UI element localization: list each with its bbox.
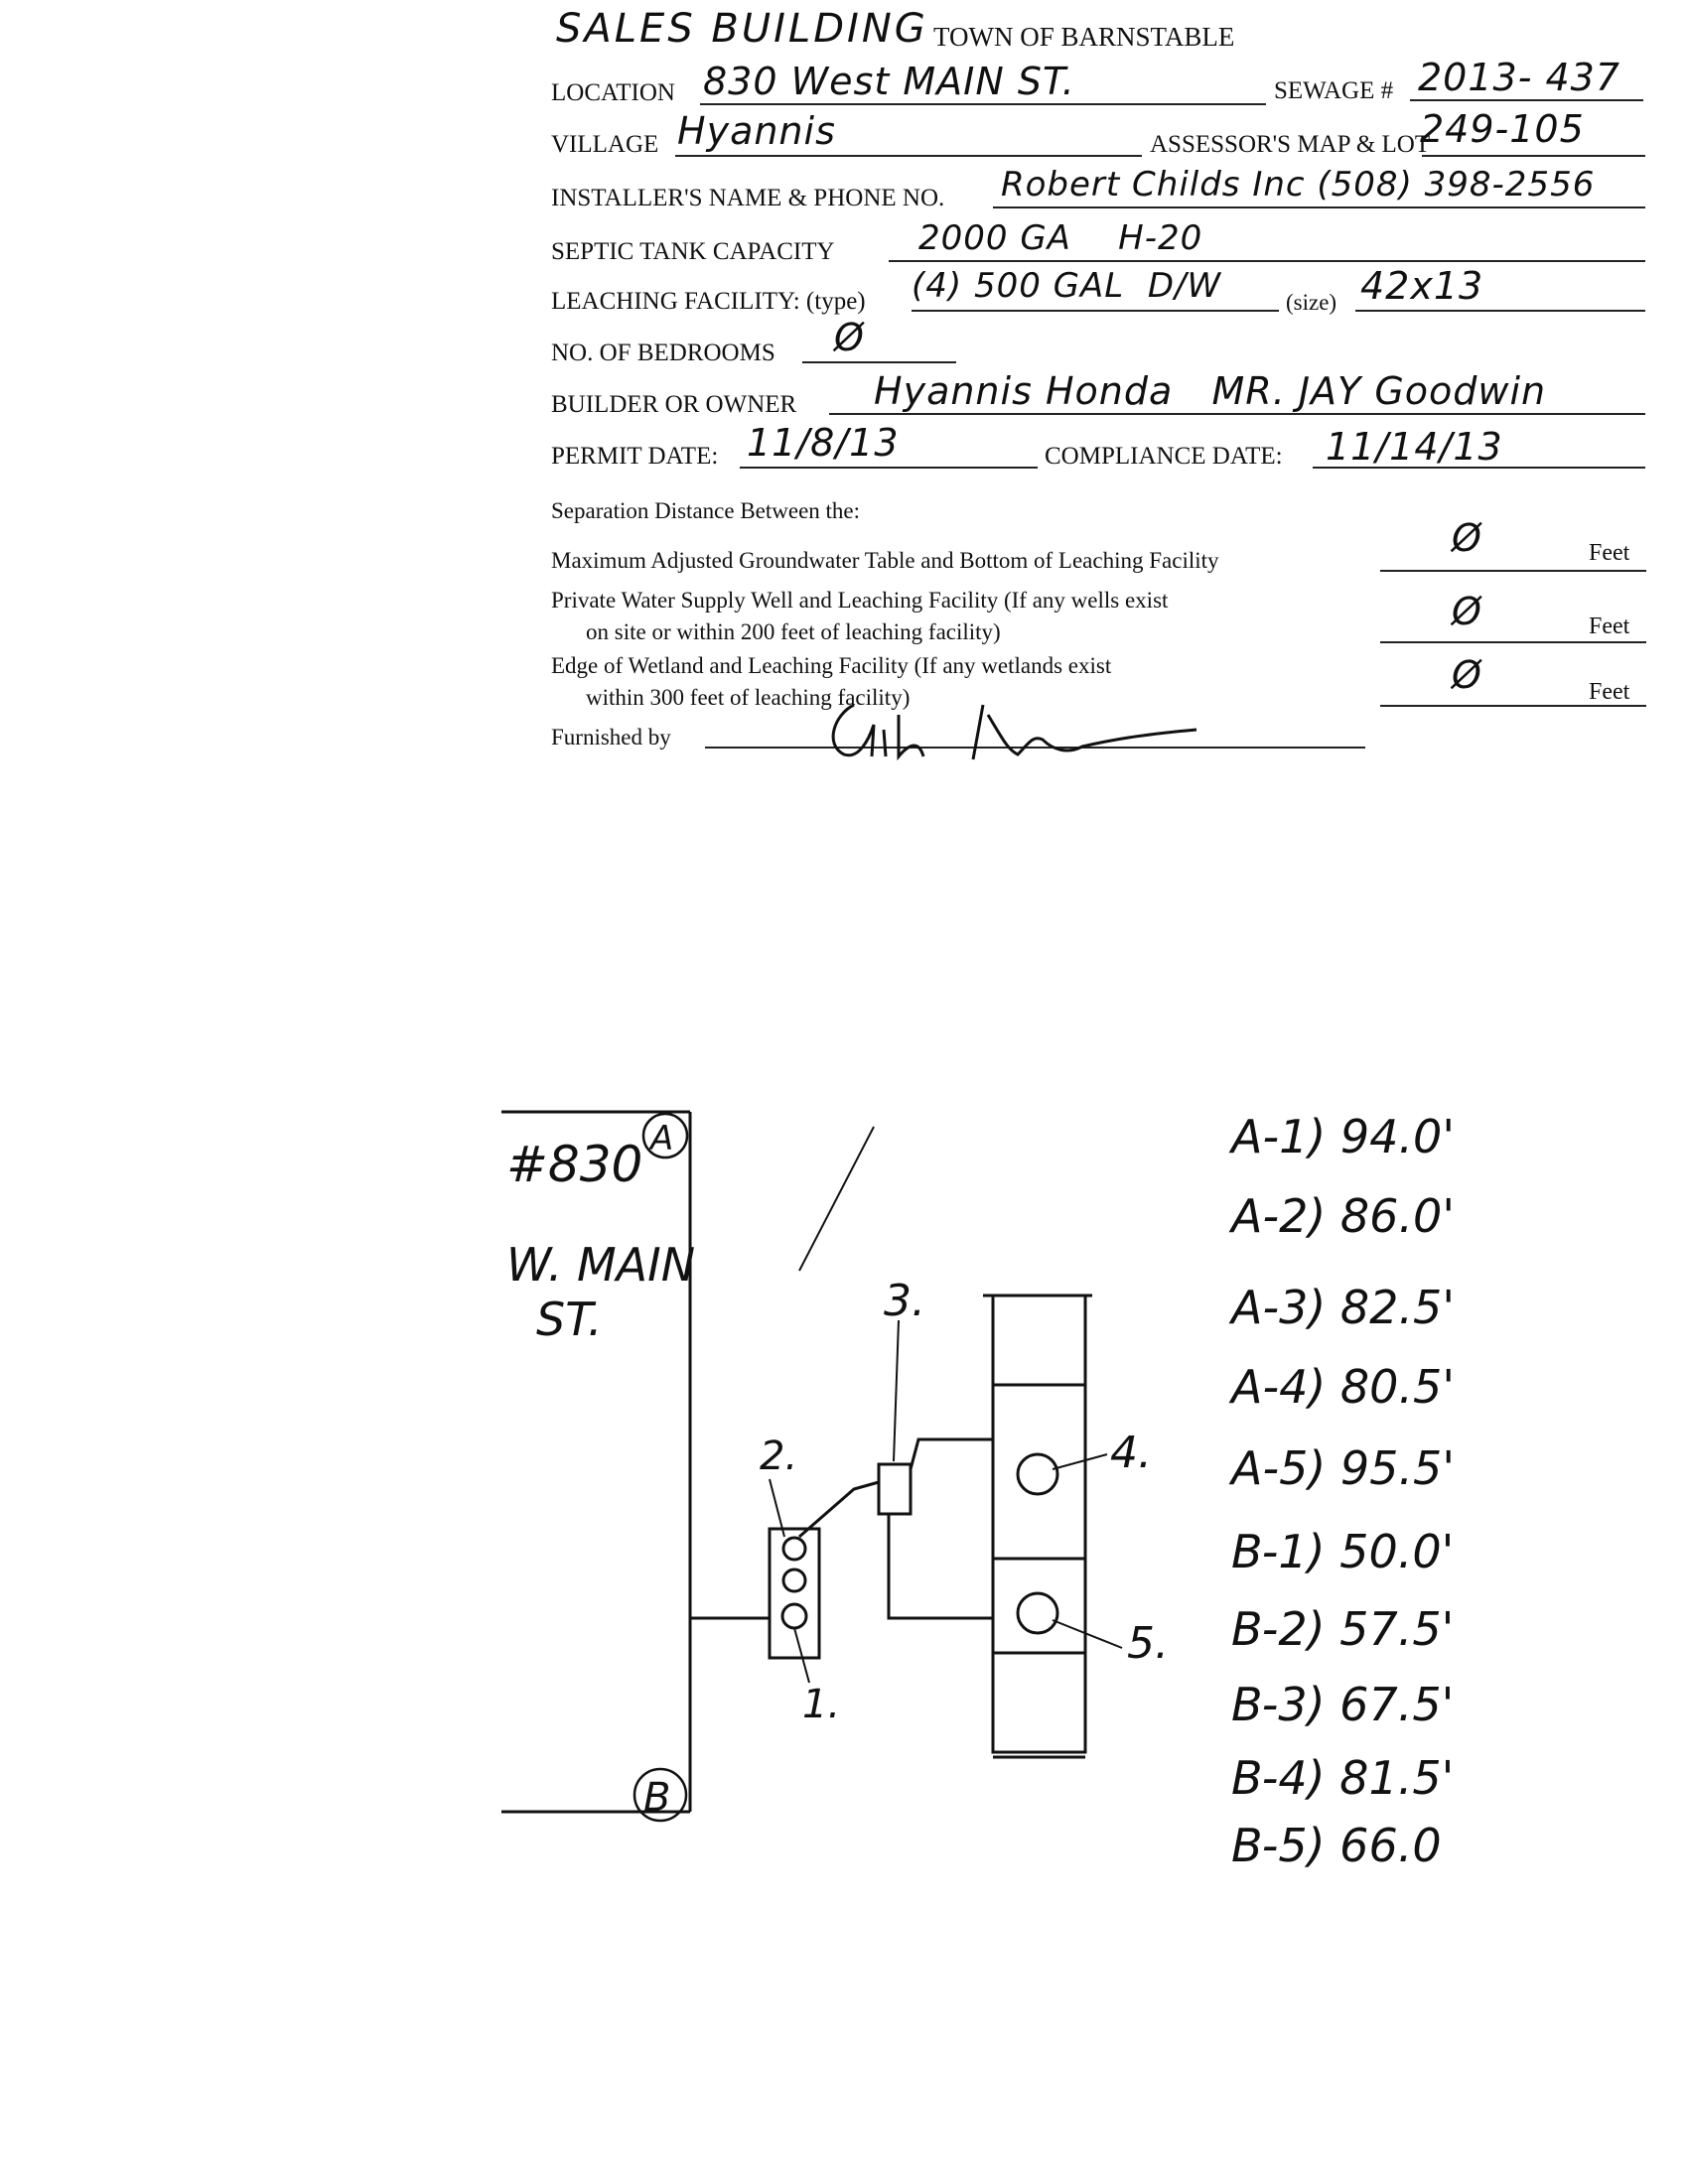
compliance-date-label: COMPLIANCE DATE:	[1045, 443, 1283, 470]
callout-1: 1.	[802, 1682, 841, 1727]
measurement-a5: A-5) 95.5'	[1231, 1441, 1455, 1495]
location-label: LOCATION	[551, 79, 675, 106]
furnished-by-label: Furnished by	[551, 725, 671, 750]
measurement-a2: A-2) 86.0'	[1231, 1189, 1455, 1243]
compliance-date-value: 11/14/13	[1326, 425, 1503, 469]
leaching-label: LEACHING FACILITY: (type)	[551, 288, 866, 315]
street-name-line-2: ST.	[536, 1293, 603, 1346]
point-b-label: B	[643, 1775, 671, 1821]
callout-4: 4.	[1110, 1428, 1152, 1478]
separation-row-3-unit: Feet	[1589, 679, 1630, 705]
owner-label: BUILDER OR OWNER	[551, 391, 797, 418]
town-title: TOWN OF BARNSTABLE	[933, 22, 1235, 52]
separation-row-1-unit: Feet	[1589, 540, 1630, 566]
callout-5: 5.	[1127, 1618, 1169, 1669]
callout-2: 2.	[760, 1433, 798, 1479]
separation-row-2-value: Ø	[1452, 590, 1482, 633]
separation-row-3-text-2: within 300 feet of leaching facility)	[586, 685, 911, 710]
separation-row-1-text: Maximum Adjusted Groundwater Table and Bottom of Leaching Facility	[551, 548, 1219, 573]
sewage-label: SEWAGE #	[1274, 77, 1394, 104]
street-name-line-1: W. MAIN	[506, 1238, 696, 1292]
measurement-a3: A-3) 82.5'	[1231, 1281, 1455, 1334]
separation-row-2-unit: Feet	[1589, 614, 1630, 639]
separation-row-2-text-2: on site or within 200 feet of leaching facility)	[586, 619, 1001, 644]
village-value: Hyannis	[677, 109, 836, 153]
assessor-value: 249-105	[1420, 107, 1585, 151]
separation-row-3-text: Edge of Wetland and Leaching Facility (If any wetlands exist	[551, 653, 1112, 678]
installer-value: Robert Childs Inc (508) 398-2556	[1001, 165, 1596, 205]
leaching-value: (4) 500 GAL D/W	[912, 266, 1222, 306]
sales-building-stamp: SALES BUILDING	[556, 6, 928, 52]
installer-label: INSTALLER'S NAME & PHONE NO.	[551, 185, 945, 211]
bedrooms-label: NO. OF BEDROOMS	[551, 340, 775, 366]
separation-row-2-text: Private Water Supply Well and Leaching Facility (If any wells exist	[551, 588, 1169, 613]
permit-date-value: 11/8/13	[747, 421, 900, 465]
address-number: #830	[506, 1136, 643, 1193]
tank-value: 2000 GA H-20	[918, 218, 1203, 258]
separation-row-3-value: Ø	[1452, 653, 1482, 697]
signature	[814, 685, 1211, 764]
measurement-b3: B-3) 67.5'	[1231, 1678, 1455, 1731]
assessor-label: ASSESSOR'S MAP & LOT	[1150, 131, 1431, 158]
point-a-label: A	[650, 1119, 674, 1159]
sewage-value: 2013- 437	[1418, 56, 1621, 99]
measurement-b5: B-5) 66.0	[1231, 1819, 1442, 1872]
permit-date-label: PERMIT DATE:	[551, 443, 719, 470]
measurement-b4: B-4) 81.5'	[1231, 1751, 1455, 1805]
bedrooms-value: Ø	[834, 316, 865, 359]
size-value: 42x13	[1360, 264, 1484, 308]
measurement-b1: B-1) 50.0'	[1231, 1525, 1455, 1578]
measurement-a4: A-4) 80.5'	[1231, 1360, 1455, 1414]
callout-3: 3.	[884, 1276, 925, 1326]
size-label: (size)	[1286, 290, 1337, 315]
village-label: VILLAGE	[551, 131, 659, 158]
measurement-b2: B-2) 57.5'	[1231, 1602, 1455, 1656]
separation-heading: Separation Distance Between the:	[551, 498, 861, 523]
location-value: 830 West MAIN ST.	[703, 60, 1075, 103]
separation-row-1-value: Ø	[1452, 516, 1482, 560]
tank-label: SEPTIC TANK CAPACITY	[551, 238, 835, 265]
measurement-a1: A-1) 94.0'	[1231, 1110, 1455, 1163]
owner-value: Hyannis Honda MR. JAY Goodwin	[874, 369, 1547, 413]
